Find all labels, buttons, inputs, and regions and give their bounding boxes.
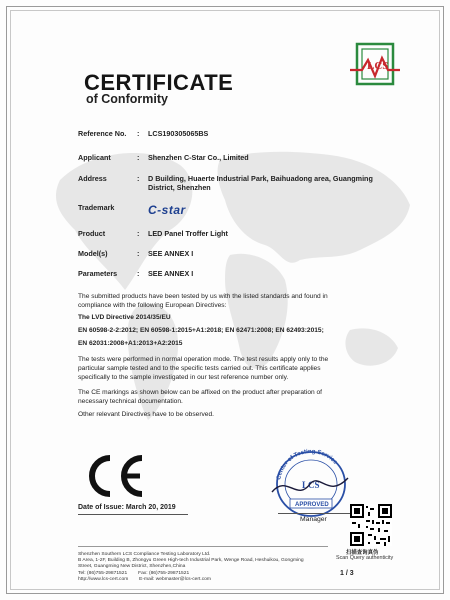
product-value: LED Panel Troffer Light (148, 229, 228, 238)
colon: : (137, 229, 140, 238)
footer-address (78, 552, 348, 583)
standards-line1: EN 60598-2-2:2012; EN 60598-1:2015+A1:2018; EN 62471:2008; EN 62493:2015; (78, 327, 324, 334)
models-label: Model(s) (78, 249, 108, 258)
ce-line1: The CE markings as shown below can be affixed on the product after preparation of (78, 389, 322, 396)
address-value-line2: District, Shenzhen (148, 183, 211, 192)
colon: : (137, 269, 140, 278)
manager-label: Manager (300, 516, 327, 523)
ce-mark-icon (80, 452, 150, 500)
page-number: 1 / 3 (340, 570, 354, 577)
product-label: Product (78, 229, 106, 238)
certificate-subtitle: of Conformity (86, 92, 168, 106)
lcs-logo-icon (348, 40, 402, 90)
models-value: SEE ANNEX I (148, 249, 194, 258)
svg-text:Center of Testing Service (276, 449, 338, 480)
parameters-value: SEE ANNEX I (148, 269, 194, 278)
reference-no-label: Reference No. (78, 129, 127, 138)
approval-stamp (262, 444, 360, 520)
reference-no-value: LCS190305065BS (148, 129, 209, 138)
tests-line1: The tests were performed in normal operation mode. The test results apply only to the (78, 356, 329, 363)
parameters-label: Parameters (78, 269, 118, 278)
issue-underline (78, 514, 188, 515)
footer-line-5: http://www.lcs-cert.com E-mail: webmaster@lcs-cert.com (78, 576, 211, 582)
signature-line (278, 513, 360, 514)
directive-text: The LVD Directive 2014/35/EU (78, 314, 171, 321)
colon: : (137, 249, 140, 258)
footer-line-4: Tel: (86)755-29871521 Fax: (86)755-29871521 (78, 570, 190, 576)
date-of-issue: Date of Issue: March 20, 2019 (78, 504, 176, 511)
stamp-center-text: LCS (302, 480, 320, 490)
footer-line-2: B Area, 1-2F, Building B, Zhongyu Green High-tech Industrial Park, Wenge Road, Heshuikou, Gongming (78, 558, 304, 564)
intro-line2: compliance with the following European Directives: (78, 302, 227, 309)
standards-line2: EN 62031:2008+A1:2013+A2:2015 (78, 340, 183, 347)
footer-divider (78, 546, 328, 547)
qr-caption-cn: 扫描查询真伪 (346, 550, 379, 556)
other-directives: Other relevant Directives have to be observed. (78, 411, 214, 418)
address-value-line1: D Building, Huaerte Industrial Park, Baihuadong area, Guangming (148, 174, 373, 183)
trademark-label: Trademark (78, 203, 115, 212)
svg-text:LCS: LCS (367, 60, 389, 72)
trademark-logo: C-star (148, 203, 186, 217)
colon: : (137, 153, 140, 162)
applicant-label: Applicant (78, 153, 111, 162)
intro-line1: The submitted products have been tested by us with the listed standards and found in (78, 293, 328, 300)
ce-line2: necessary technical documentation. (78, 398, 183, 405)
colon: : (137, 129, 140, 138)
tests-line3: specifically to the sample investigated in our test reference number only. (78, 374, 289, 381)
colon: : (137, 174, 140, 183)
stamp-top-text: Center of Testing Service (276, 448, 339, 481)
tests-line2: particular sample tested and to the specific tests carried out. This certificate applies (78, 365, 321, 372)
qr-caption-en: Scan Query authenticity (336, 555, 394, 561)
stamp-bottom-text: APPROVED (295, 502, 329, 508)
footer-line-3: Street, Guangming New District, Shenzhen,China (78, 564, 186, 570)
footer-line-1: Shenzhen Southern LCS Compliance Testing Laboratory Ltd. (78, 552, 211, 557)
applicant-value: Shenzhen C-Star Co., Limited (148, 153, 249, 162)
qr-code[interactable] (350, 504, 392, 546)
certificate-title: CERTIFICATE (84, 70, 234, 95)
address-label: Address (78, 174, 107, 183)
